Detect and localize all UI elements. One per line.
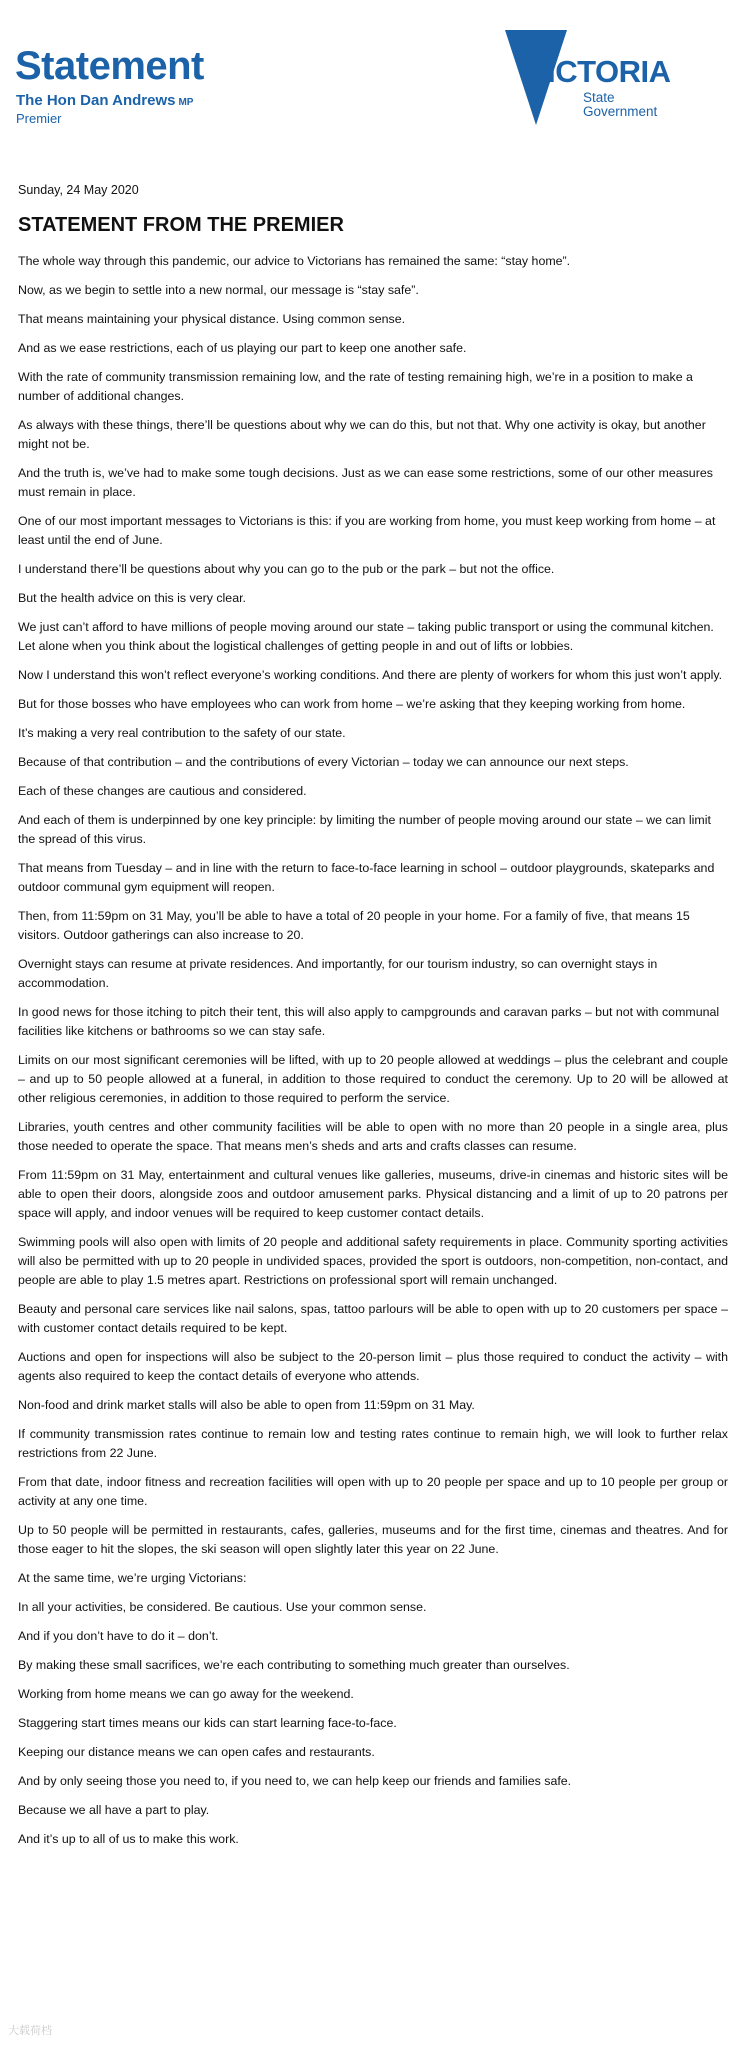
- paragraph: Because of that contribution – and the contributions of every Victorian – today we can announce our next steps.: [18, 755, 629, 769]
- paragraph: I understand there’ll be questions about why you can go to the pub or the park – but not the office.: [18, 562, 555, 576]
- statement-date: Sunday, 24 May 2020: [18, 183, 139, 197]
- paragraph: But the health advice on this is very clear.: [18, 591, 246, 605]
- victoria-state-government-logo: [505, 30, 685, 130]
- paragraph: Libraries, youth centres and other community facilities will be able to open with no more than 20 people in a single area, plus those needed to operate the space. That means men’s sheds and arts and crafts classes can resume.: [18, 1120, 728, 1153]
- letterhead: [0, 0, 747, 150]
- paragraph: With the rate of community transmission remaining low, and the rate of testing remaining high, we’re in a position to make a number of additional changes.: [18, 370, 693, 403]
- paragraph: From 11:59pm on 31 May, entertainment and cultural venues like galleries, museums, drive-in cinemas and historic sites will be able to open their doors, alongside zoos and outdoor amusement parks. Physical distancing and a limit of up to 20 patrons per space will apply, and indoor venues will be required to keep customer contact details.: [18, 1168, 728, 1220]
- paragraph: Up to 50 people will be permitted in restaurants, cafes, galleries, museums and for the first time, cinemas and theatres. And for those eager to hit the slopes, the ski season will open slightly later this year on 22 June.: [18, 1523, 728, 1556]
- paragraph: At the same time, we’re urging Victorians:: [18, 1571, 247, 1585]
- statement-title: STATEMENT FROM THE PREMIER: [18, 214, 344, 236]
- paragraph: But for those bosses who have employees who can work from home – we’re asking that they keeping working from home.: [18, 697, 686, 711]
- paragraph: Keeping our distance means we can open cafes and restaurants.: [18, 1745, 375, 1759]
- logo-line-state: State: [583, 90, 615, 105]
- statement-body: [18, 252, 728, 1859]
- minister-name-text: The Hon Dan Andrews: [16, 92, 176, 109]
- logo-line-government: Government: [583, 104, 658, 119]
- paragraph: Working from home means we can go away for the weekend.: [18, 1687, 354, 1701]
- paragraph: And by only seeing those you need to, if you need to, we can help keep our friends and families safe.: [18, 1774, 572, 1788]
- minister-name: [16, 92, 193, 112]
- paragraph: Because we all have a part to play.: [18, 1803, 210, 1817]
- paragraph: The whole way through this pandemic, our advice to Victorians has remained the same: “stay home”.: [18, 254, 571, 268]
- watermark: 大载荷档: [8, 2024, 52, 2037]
- paragraph: One of our most important messages to Victorians is this: if you are working from home, you must keep working from home – at least until the end of June.: [18, 514, 716, 547]
- paragraph: In good news for those itching to pitch their tent, this will also apply to campgrounds and caravan parks – but not with communal facilities like kitchens or bathrooms so we can stay safe.: [18, 1005, 720, 1038]
- paragraph: If community transmission rates continue to remain low and testing rates continue to remain high, we will look to further relax restrictions from 22 June.: [18, 1427, 728, 1460]
- paragraph: Now I understand this won’t reflect everyone’s working conditions. And there are plenty of workers for whom this just won’t apply.: [18, 668, 723, 682]
- minister-suffix: MP: [178, 97, 194, 108]
- paragraph: Auctions and open for inspections will also be subject to the 20-person limit – plus those required to conduct the activity – with agents also required to keep the contact details of everyone who attends.: [18, 1350, 728, 1383]
- paragraph: By making these small sacrifices, we’re each contributing to something much greater than ourselves.: [18, 1658, 570, 1672]
- paragraph: And each of them is underpinned by one key principle: by limiting the number of people moving around our state – we can limit the spread of this virus.: [18, 813, 711, 846]
- paragraph: Overnight stays can resume at private residences. And importantly, for our tourism industry, so can overnight stays in accommodation.: [18, 957, 658, 990]
- paragraph: Limits on our most significant ceremonies will be lifted, with up to 20 people allowed at weddings – plus the celebrant and couple – and up to 50 people allowed at a funeral, in addition to those required to conduct the ceremony. Up to 20 will be allowed at other religious ceremonies, in addition to those required to perform the service.: [18, 1053, 728, 1105]
- paragraph: Beauty and personal care services like nail salons, spas, tattoo parlours will be able to open with up to 20 customers per space – with customer contact details required to be kept.: [18, 1302, 728, 1335]
- paragraph: And if you don’t have to do it – don’t.: [18, 1629, 219, 1643]
- statement-heading: Statement: [15, 44, 204, 88]
- logo-wordmark: VICTORIA: [527, 54, 671, 89]
- paragraph: Non-food and drink market stalls will also be able to open from 11:59pm on 31 May.: [18, 1398, 475, 1412]
- paragraph: That means maintaining your physical distance. Using common sense.: [18, 312, 406, 326]
- paragraph: Now, as we begin to settle into a new normal, our message is “stay safe”.: [18, 283, 419, 297]
- paragraph: Then, from 11:59pm on 31 May, you’ll be able to have a total of 20 people in your home. For a family of five, that means 15 visitors. Outdoor gatherings can also increase to 20.: [18, 909, 690, 942]
- paragraph: Each of these changes are cautious and considered.: [18, 784, 307, 798]
- minister-role: Premier: [16, 111, 62, 126]
- paragraph: And it’s up to all of us to make this work.: [18, 1832, 239, 1846]
- paragraph: As always with these things, there’ll be questions about why we can do this, but not that. Why one activity is okay, but another might not be.: [18, 418, 706, 451]
- paragraph: From that date, indoor fitness and recreation facilities will open with up to 20 people per space and up to 10 people per group or activity at any one time.: [18, 1475, 728, 1508]
- paragraph: In all your activities, be considered. Be cautious. Use your common sense.: [18, 1600, 427, 1614]
- paragraph: Swimming pools will also open with limits of 20 people and additional safety requirements in place. Community sporting activities will also be permitted with up to 20 people in undivided spaces, provided the sport is outdoors, non-competition, non-contact, and people are able to play 1.5 metres apart. Restrictions on professional sport will remain unchanged.: [18, 1235, 728, 1287]
- paragraph: And the truth is, we’ve had to make some tough decisions. Just as we can ease some restrictions, some of our other measures must remain in place.: [18, 466, 713, 499]
- paragraph: That means from Tuesday – and in line with the return to face-to-face learning in school – outdoor playgrounds, skateparks and outdoor communal gym equipment will reopen.: [18, 861, 715, 894]
- paragraph: It’s making a very real contribution to the safety of our state.: [18, 726, 346, 740]
- paragraph: And as we ease restrictions, each of us playing our part to keep one another safe.: [18, 341, 467, 355]
- paragraph: Staggering start times means our kids can start learning face-to-face.: [18, 1716, 397, 1730]
- paragraph: We just can’t afford to have millions of people moving around our state – taking public transport or using the communal kitchen. Let alone when you think about the logistical challenges of getting people in and out of lifts or lobbies.: [18, 620, 714, 653]
